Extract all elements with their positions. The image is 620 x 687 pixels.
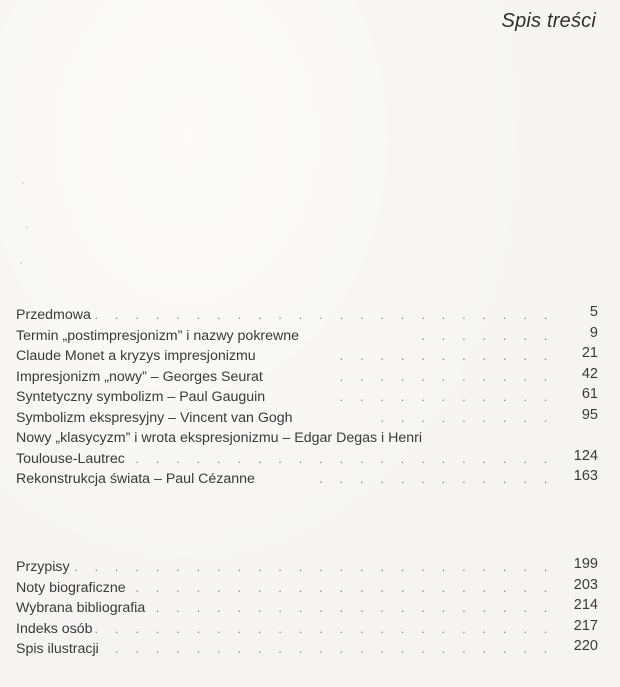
toc-entry-page: 9 [589,324,598,341]
toc-entry[interactable] [16,367,608,388]
toc-entry-title: Syntetyczny symbolizm – Paul Gauguin [16,389,266,405]
toc-entry-page: 95 [581,406,598,423]
toc-entry[interactable] [16,326,608,347]
toc-entry[interactable] [16,578,608,599]
dot-leader: . . . . . . . [421,327,554,343]
toc-entry-title: Noty biograficzne [16,579,126,596]
toc-entry-title: Wybrana bibliografia [16,600,146,616]
toc-entry-title: Claude Monet a kryzys impresjonizmu [16,348,256,364]
toc-entry[interactable] [16,449,608,470]
toc-main-section [16,305,608,490]
toc-entry-page: 61 [581,386,598,402]
dot-leader: . . . . . . . . . . . . . . . . . . . . . . . [94,450,554,466]
toc-entry-page: 217 [573,617,598,634]
dot-leader: . . . . . . . . . . . . . . . . . . . . . . [114,579,554,595]
toc-entry-title: Termin „postimpresjonizm” i nazwy pokrewne [16,327,300,344]
toc-entry[interactable] [16,639,608,660]
toc-entry-page: 214 [573,597,598,613]
toc-entry-title: Nowy „klasycyzm” i wrota ekspresjonizmu – Edgar Degas i Henri [16,430,423,446]
dot-leader: . . . . . . . . . [380,409,554,425]
toc-entry[interactable] [16,408,608,429]
toc-entry[interactable] [16,598,608,619]
dot-leader: . . . . . . . . . . . [339,389,554,404]
toc-entry-page: 124 [573,447,598,464]
dot-leader: . . . . . . . . . . . . [319,471,554,486]
toc-entry-title: Toulouse-Lautrec [16,450,125,467]
toc-entry-title: Przedmowa [16,307,91,323]
toc-entry-title: Impresjonizm „nowy” – Georges Seurat [16,368,263,385]
paper-speck [26,226,28,228]
toc-entry-title: Symbolizm ekspresyjny – Vincent van Gogh [16,409,293,426]
dot-leader: . . . . . . . . . . . . . . . . . . . . . . [114,600,554,615]
paper-speck [22,182,24,184]
toc-entry[interactable] [16,619,608,640]
paper-speck [20,262,22,264]
toc-entry-title: Indeks osób [16,620,93,637]
toc-entry-continued[interactable] [16,428,608,449]
toc-entry-page: 163 [573,468,598,484]
toc-back-matter-section [16,557,608,660]
toc-entry-title: Rekonstrukcja świata – Paul Cézanne [16,471,255,487]
toc-entry-title: Przypisy [16,559,70,575]
dot-leader: . . . . . . . . . . . [339,348,554,363]
toc-entry-page: 21 [581,345,598,361]
dot-leader: . . . . . . . . . . . . . . . . . . . . . . . . [74,307,554,322]
toc-entry-page: 5 [589,304,598,320]
toc-entry-title: Spis ilustracji [16,641,99,657]
dot-leader: . . . . . . . . . . . [339,368,554,384]
toc-entry-page: 42 [581,365,598,382]
toc-entry[interactable] [16,305,608,326]
toc-entry[interactable] [16,557,608,578]
page-title: Spis treści [501,10,596,32]
dot-leader: . . . . . . . . . . . . . . . . . . . . . . . . [74,620,554,636]
toc-entry[interactable] [16,346,608,367]
toc-entry-page: 203 [573,576,598,593]
dot-leader: . . . . . . . . . . . . . . . . . . . . . . . . . [53,559,554,574]
toc-entry[interactable] [16,469,608,490]
toc-entry-page: 220 [573,638,598,654]
toc-entry-page: 199 [573,556,598,572]
dot-leader: . . . . . . . . . . . . . . . . . . . . . . . [94,641,554,656]
toc-entry[interactable] [16,387,608,408]
